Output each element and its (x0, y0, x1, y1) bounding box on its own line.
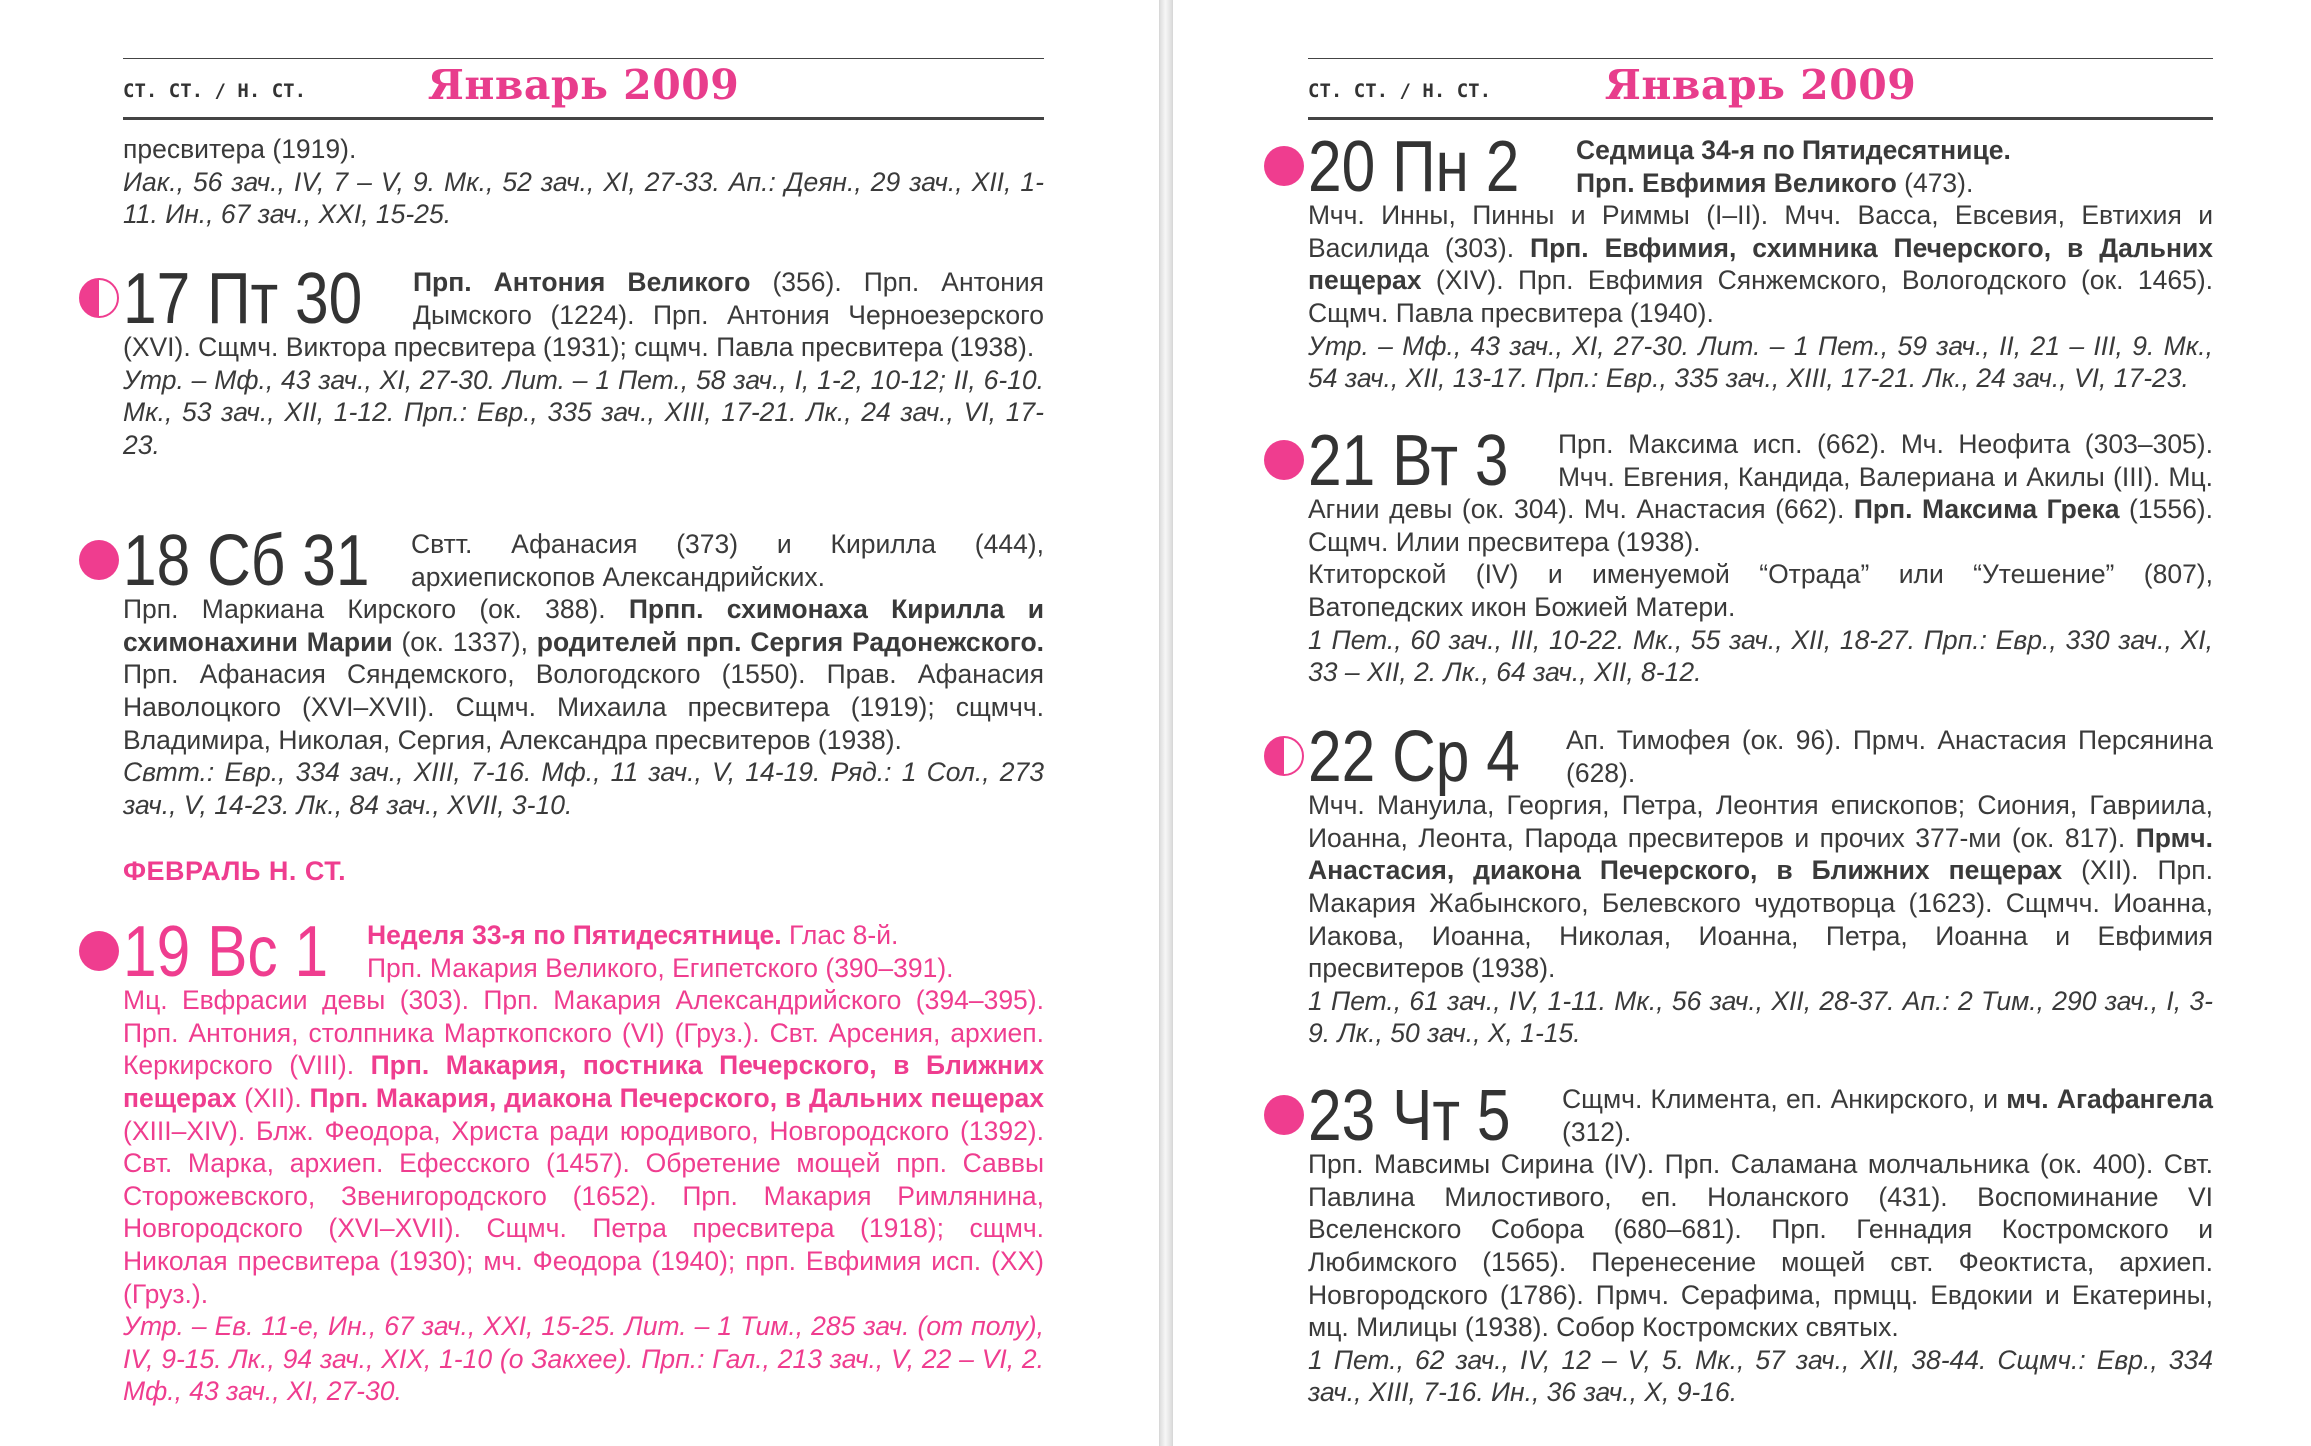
commemorations (123, 984, 1044, 1310)
saint-bold: Прп. Евфимия Великого (1576, 167, 1897, 198)
icons-commemoration: Ктиторской (IV) и именуемой “Отрада” или “Утешение” (807), Ватопедских икон Божией Матери. (1308, 559, 2213, 622)
day-date: 21 Вт 3 (1308, 421, 1509, 501)
day-readings: 1 Пет., 61 зач., IV, 1-11. Мк., 56 зач., XII, 28-37. Ап.: 2 Тим., 290 зач., I, 3-9. Лк., 50 зач., X, 1-15. (1308, 985, 2213, 1049)
bold-part: Прмч. Анастасия, диакона Печерского, в Ближних пещерах (1308, 822, 2213, 886)
header-style-label: СТ. СТ. / Н. СТ. (1308, 80, 1492, 102)
bold-part: родителей прп. Сергия Радонежского. (536, 626, 1045, 657)
full-moon-icon (1264, 1095, 1304, 1135)
full-moon-icon (79, 540, 119, 580)
day-date: 20 Пн 2 (1308, 127, 1520, 207)
book-gutter (1160, 0, 1172, 1446)
text-part: Прп. Афанасия Сяндемского, Вологодского (1550). Прав. Афанасия Наволоцкого (XVI–XVII). Сщмч. Михаила пресвитера (1919); сщмчч. Владимира, Николая, Сергия, Александра пресвитеров (1938). (123, 659, 1044, 755)
text-part: (1556). Сщмч. Илии пресвитера (1938). (1308, 494, 2213, 557)
day-date: 19 Вс 1 (123, 912, 329, 992)
page-header (123, 58, 1044, 120)
day-readings: Утр. – Мф., 43 зач., XI, 27-30. Лит. – 1 Пет., 59 зач., II, 21 – III, 9. Мк., 54 зач., XII, 13-17. Прп.: Евр., 335 зач., XIII, 17-21. Лк., 24 зач., VI, 17-23. (1308, 330, 2213, 394)
bold-part: Прп. Макария, диакона Печерского, в Дальних пещерах (309, 1082, 1045, 1113)
text-part: Сщмч. Климента, еп. Анкирского, и (1562, 1084, 2007, 1114)
bold-part: Прп. Максима Грека (1853, 494, 2120, 525)
header-bottom-rule (123, 117, 1044, 120)
week-title: Седмица 34-я по Пятидесятнице. (1576, 135, 2011, 165)
day-entry-23 (1308, 1076, 2213, 1409)
half-moon-icon (79, 278, 119, 318)
day-head: Ап. Тимофея (ок. 96). Прмч. Анастасия Персянина (628). (1566, 725, 2213, 788)
day-head: Свтт. Афанасия (373) и Кирилла (444), архиепископов Александрийских. (411, 529, 1044, 592)
day-date: 22 Ср 4 (1308, 717, 1520, 797)
commemorations (1308, 199, 2213, 329)
header-month-title (1308, 61, 2213, 109)
bold-part: Прпп. схимонаха Кирилла и схимонахини Марии (123, 594, 1045, 657)
day-readings: Свтт.: Евр., 334 зач., XIII, 7-16. Мф., 11 зач., V, 14-19. Ряд.: 1 Сол., 273 зач., V, 14-23. Лк., 84 зач., XVII, 3-10. (123, 757, 1044, 820)
month-label: ФЕВРАЛЬ Н. СТ. (123, 856, 347, 886)
commemorations (123, 593, 1044, 756)
day-entry-20 (1308, 127, 2213, 395)
text-part: Мчч. Мануила, Георгия, Петра, Леонтия епископов; Сиония, Гавриила, Иоанна, Леонта, Парода пресвитеров и прочих 377-ми (ок. 817). (1308, 790, 2213, 853)
day-entry-22 (1308, 717, 2213, 1050)
saint-year: (473). (1896, 167, 1974, 198)
continuation-text: пресвитера (1919). (123, 134, 357, 164)
day-entry-19 (123, 912, 1045, 1408)
tone-label: Глас 8-й. (781, 920, 899, 950)
saint-year: (356). (750, 267, 842, 297)
header-month-title (123, 61, 1044, 109)
day-readings: Утр. – Мф., 43 зач., XI, 27-30. Лит. – 1 Пет., 58 зач., I, 1-2, 10-12; II, 6-10. Мк., 53 зач., XII, 1-12. Прп.: Евр., 335 зач., XIII, 17-21. Лк., 24 зач., VI, 17-23. (123, 364, 1044, 460)
day-date: 23 Чт 5 (1308, 1076, 1511, 1156)
day-readings: 1 Пет., 62 зач., IV, 12 – V, 5. Мк., 57 зач., XII, 38-44. Сщмч.: Евр., 334 зач., XIII, 7-16. Ин., 36 зач., X, 9-16. (1308, 1344, 2213, 1408)
day-head-2: Прп. Макария Великого, Египетского (390–391). (367, 952, 954, 983)
saint-bold: Прп. Антония Великого (413, 267, 751, 297)
text-part: Прп. Маркиана Кирского (ок. 388). (123, 594, 629, 625)
right-page (1172, 0, 2311, 1446)
half-moon-icon (1264, 736, 1304, 776)
full-moon-icon (1264, 440, 1304, 480)
text-part: (ок. 1337), (392, 626, 537, 657)
commemorations: Прп. Мавсимы Сирина (IV). Прп. Саламана молчальника (ок. 400). Свт. Павлина Милостивого, еп. Ноланского (431). Воспоминание VI Вселенского Собора (680–681). Прп. Геннадия Костромского и Любимского (1565). Перенесение мощей свт. Феоктиста, архиеп. Новгородского (1786). Прмч. Серафима, прмцц. Евдокии и Екатерины, мц. Милицы (1938). Собор Костромских святых. (1308, 1149, 2213, 1343)
day-readings: Утр. – Ев. 11-е, Ин., 67 зач., XXI, 15-25. Лит. – 1 Тим., 285 зач. (от полу), IV, 9-15. Лк., 94 зач., XIX, 1-10 (о Закхее). Прп.: Гал., 213 зач., V, 22 – VI, 2. Мф., 43 зач., XI, 27-30. (123, 1311, 1044, 1407)
full-moon-icon (79, 931, 119, 971)
header-bottom-rule (1308, 117, 2213, 120)
header-month-title-text: Январь 2009 (1604, 61, 1917, 109)
day-entry-17 (123, 259, 1044, 462)
commemorations (1308, 789, 2213, 985)
text-part: (XIV). Прп. Евфимия Сянжемского, Вологодского (ок. 1465). Сщмч. Павла пресвитера (1940). (1308, 265, 2213, 328)
header-top-rule (123, 58, 1044, 59)
text-part: Прп. Максима исп. (662). Мч. Неофита (303–305). Мчч. Евгения, Кандида, Валериана и Акилы (III). Мц. Агнии девы (ок. 304). Мч. Анастасия (662). (1308, 429, 2213, 525)
text-part: (XIII–XIV). Блж. Феодора, Христа ради юродивого, Новгородского (1392). Свт. Марка, архиеп. Ефесского (1457). Обретение мощей прп. Саввы Сторожевского, Звенигородского (1652). Прп. Макария Римлянина, Новгородского (XVI–XVII). Сщмч. Петра пресвитера (1918); сщмч. Николая пресвитера (1930); мч. Феодора (1940); прп. Евфимия исп. (XX) (Груз.). (123, 1115, 1044, 1309)
continuation-readings: Иак., 56 зач., IV, 7 – V, 9. Мк., 52 зач., XI, 27-33. Ап.: Деян., 29 зач., XII, 1-11. Ин., 67 зач., XXI, 15-25. (123, 166, 1044, 230)
header-top-rule (1308, 58, 2213, 59)
page-header (1308, 58, 2213, 120)
text-part: Мц. Евфрасии девы (303). Прп. Макария Александрийского (394–395). Прп. Антония, столпника Марткопского (VI) (Груз.). Свт. Арсения, архиеп. Керкирского (VIII). (123, 985, 1044, 1081)
bold-part: мч. Агафангела (2006, 1084, 2213, 1114)
text-part: Мчч. Инны, Пинны и Риммы (I–II). Мчч. Васса, Евсевия, Евтихия и Василида (303). (1308, 200, 2213, 263)
header-style-label: СТ. СТ. / Н. СТ. (123, 80, 307, 102)
bold-part: Прп. Макария, постника Печерского, в Ближних пещерах (123, 1050, 1045, 1113)
commemorations: Прп. Антония Дымского (1224). Прп. Антония Черноезерского (XVI). Сщмч. Виктора пресвитера (1931); сщмч. Павла пресвитера (1938). (123, 267, 1044, 363)
day-date: 18 Сб 31 (123, 521, 370, 601)
day-readings: 1 Пет., 60 зач., III, 10-22. Мк., 55 зач., XII, 18-27. Прп.: Евр., 330 зач., XI, 33 – XII, 2. Лк., 64 зач., XII, 8-12. (1308, 624, 2213, 688)
day-date: 17 Пт 30 (123, 259, 363, 339)
day-entry-21 (1308, 421, 2213, 689)
full-moon-icon (1264, 146, 1304, 186)
text-part: (XII). Прп. Макария Жабынского, Белевского чудотворца (1623). Сщмчч. Иоанна, Иакова, Иоанна, Николая, Иоанна, Петра, Иоанна и Евфимия пресвитеров (1938). (1308, 855, 2213, 984)
text-part: (312). (1562, 1116, 1632, 1147)
continuation-block (123, 133, 1044, 231)
sunday-title: Неделя 33-я по Пятидесятнице. (367, 920, 782, 950)
text-part: (XII). (236, 1082, 310, 1113)
day-entry-18 (123, 521, 1045, 821)
bold-part: Прп. Евфимия, схимника Печерского, в Дальних пещерах (1308, 232, 2213, 296)
header-month-title-text: Январь 2009 (427, 61, 740, 109)
